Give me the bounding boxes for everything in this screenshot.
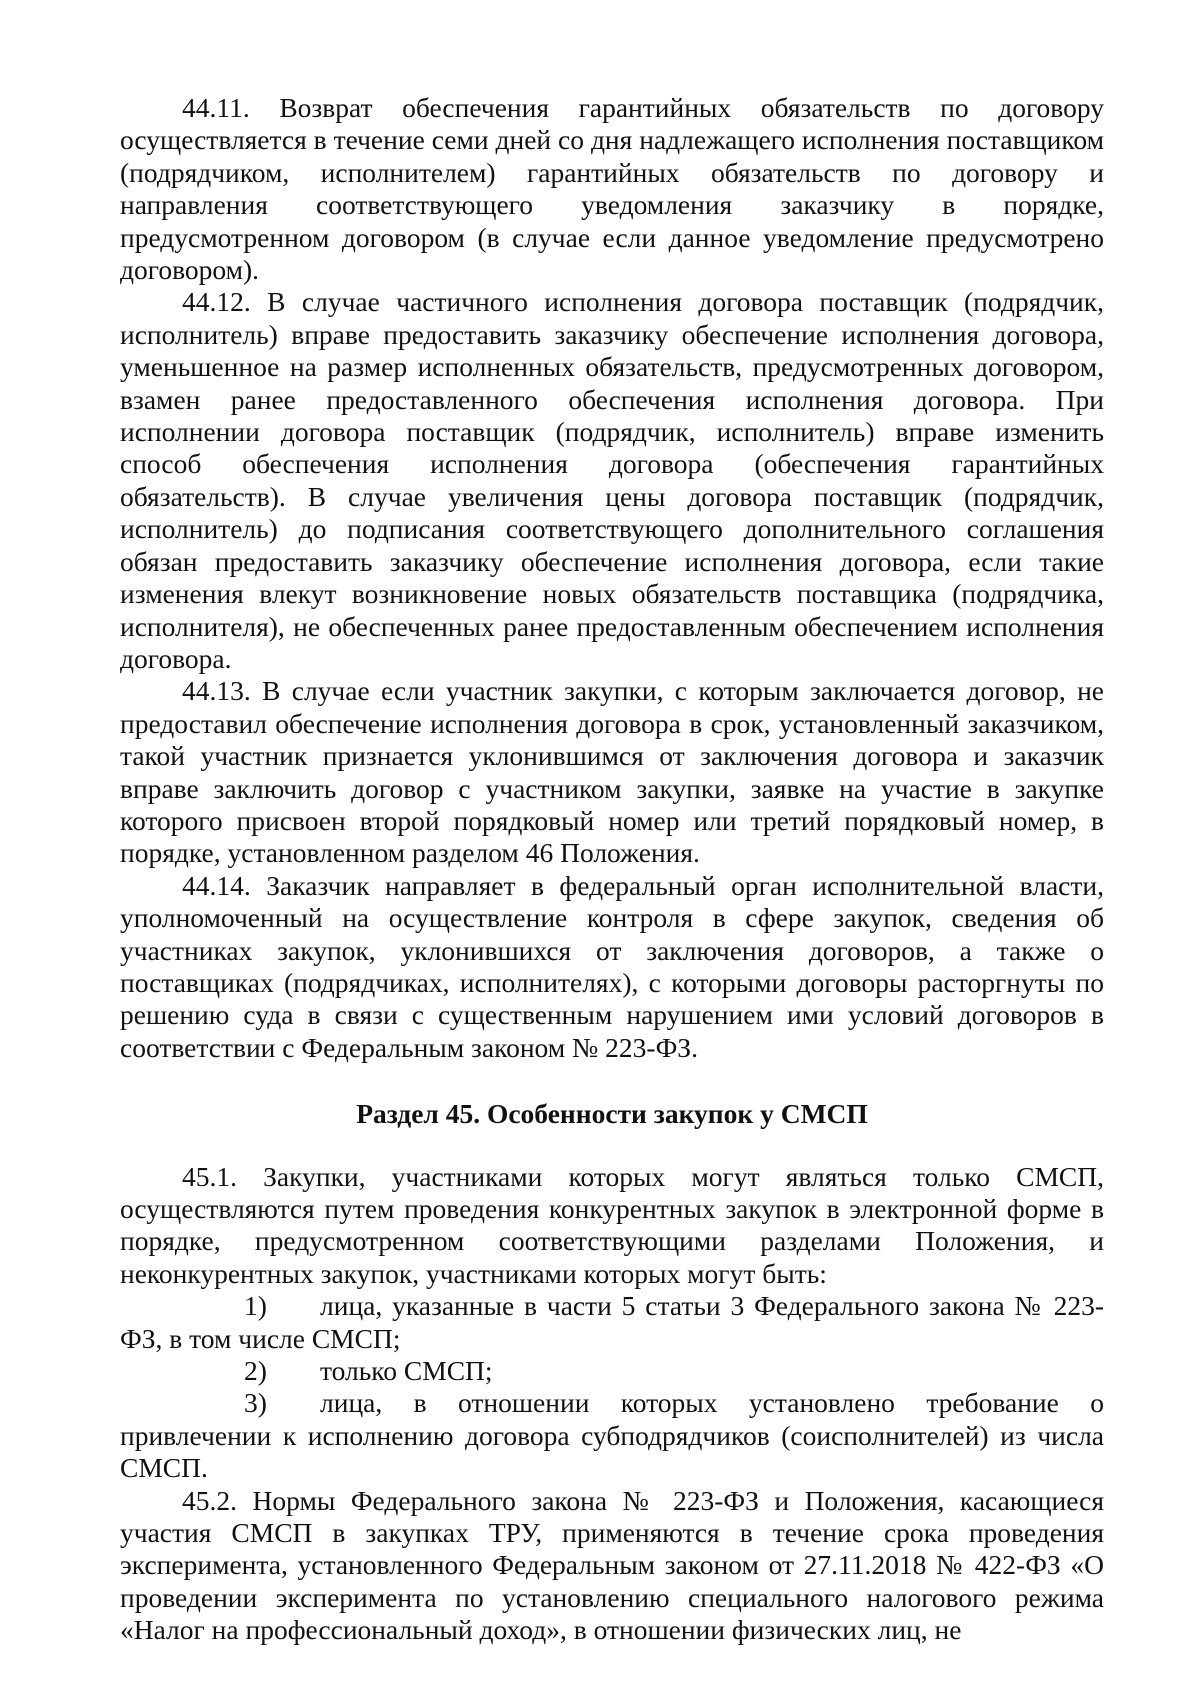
paragraph-44-13: 44.13. В случае если участник закупки, с которым заключается договор, не предоставил обеспечение исполнения договора в срок, установленный заказчиком, такой участник признается уклонившимся от заключения договора и заказчик вправе заключить договор с участником закупки, заявке на участие в закупке которого присвоен второй порядковый номер или третий порядковый номер, в порядке, установленном разделом 46 Положения. <box>120 675 1104 869</box>
list-item-number: 3) <box>244 1387 267 1419</box>
paragraph-44-12: 44.12. В случае частичного исполнения договора поставщик (подрядчик, исполнитель) вправе предоставить заказчику обеспечение исполнения договора, уменьшенное на размер исполненных обязательств, предусмотренных договором, взамен ранее предоставленного обеспечения исполнения договора. При исполнении договора поставщик (подрядчик, исполнитель) вправе изменить способ обеспечения исполнения договора (обеспечения гарантийных обязательств). В случае увеличения цены договора поставщик (подрядчик, исполнитель) до подписания соответствующего дополнительного соглашения обязан предоставить заказчику обеспечение исполнения договора, если такие изменения влекут возникновение новых обязательств поставщика (подрядчика, исполнителя), не обеспеченных ранее предоставленным обеспечением исполнения договора. <box>120 286 1104 674</box>
list-item-text: только СМСП; <box>320 1355 493 1387</box>
paragraph-45-2: 45.2. Нормы Федерального закона № 223-ФЗ и Положения, касающиеся участия СМСП в закупках ТРУ, применяются в течение срока проведения эксперимента, установленного Федеральным законом от 27.11.2018 № 422-ФЗ «О проведении эксперимента по установлению специального налогового режима «Налог на профессиональный доход», в отношении физических лиц, не <box>120 1484 1104 1646</box>
list-item-text: лица, в отношении которых установлено требование о привлечении к исполнению договора субподрядчиков (соисполнителей) из числа СМСП. <box>120 1387 1104 1484</box>
paragraph-45-1: 45.1. Закупки, участниками которых могут являться только СМСП, осуществляются путем проведения конкурентных закупок в электронной форме в порядке, предусмотренном соответствующими разделами Положения, и неконкурентных закупок, участниками которых могут быть: <box>120 1160 1104 1289</box>
list-item-number: 1) <box>244 1290 267 1322</box>
list-item-number: 2) <box>244 1355 267 1387</box>
paragraph-44-11: 44.11. Возврат обеспечения гарантийных обязательств по договору осуществляется в течение семи дней со дня надлежащего исполнения поставщиком (подрядчиком, исполнителем) гарантийных обязательств по договору и направления соответствующего уведомления заказчику в порядке, предусмотренном договором (в случае если данное уведомление предусмотрено договором). <box>120 92 1104 286</box>
list-item-text: лица, указанные в части 5 статьи 3 Федерального закона № 223-ФЗ, в том числе СМСП; <box>120 1290 1104 1354</box>
list-item <box>120 1387 1104 1484</box>
list-item <box>120 1355 1104 1387</box>
section-heading: Раздел 45. Особенности закупок у СМСП <box>356 1098 868 1130</box>
document-body <box>120 92 1104 1647</box>
list-item <box>120 1290 1104 1355</box>
paragraph-44-14: 44.14. Заказчик направляет в федеральный орган исполнительной власти, уполномоченный на осуществление контроля в сфере закупок, сведения об участниках закупок, уклонившихся от заключения договоров, а также о поставщиках (подрядчиках, исполнителях), с которыми договоры расторгнуты по решению суда в связи с существенным нарушением ими условий договоров в соответствии с Федеральным законом № 223-ФЗ. <box>120 869 1104 1063</box>
